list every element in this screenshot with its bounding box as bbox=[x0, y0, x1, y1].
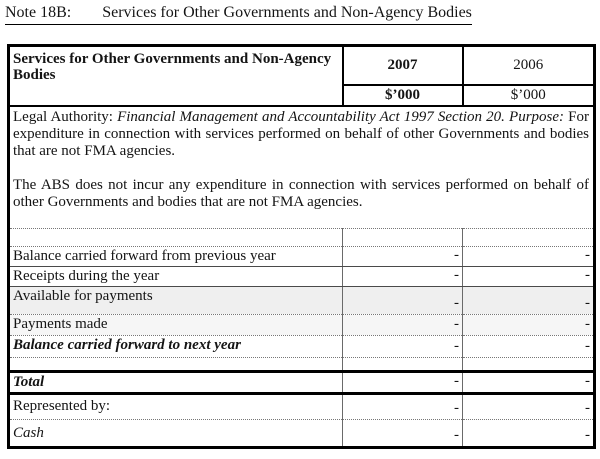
cell-2006: - bbox=[463, 420, 595, 448]
services-other-governments-table bbox=[7, 44, 596, 449]
cell-label bbox=[9, 358, 343, 372]
unit-cell-2006: $’000 bbox=[463, 85, 595, 106]
unit-cell-2007: $’000 bbox=[343, 85, 463, 106]
cell-2006: - bbox=[463, 287, 595, 315]
cell-2007: - bbox=[343, 394, 463, 420]
row-receipts-during-year bbox=[9, 267, 595, 287]
note-heading-underline bbox=[5, 3, 472, 25]
cell-2006 bbox=[463, 358, 595, 372]
cell-label: Balance carried forward to next year bbox=[9, 336, 343, 358]
cell-2006: - bbox=[463, 372, 595, 394]
row-payments-made bbox=[9, 315, 595, 336]
cell-2006: - bbox=[463, 394, 595, 420]
cell-label: Available for payments bbox=[9, 287, 343, 315]
cell-2007: - bbox=[343, 372, 463, 394]
cell-label: Total bbox=[9, 372, 343, 394]
cell-2006: - bbox=[463, 336, 595, 358]
note-number: Note 18B: bbox=[5, 4, 72, 21]
cell-2007: - bbox=[343, 267, 463, 287]
cell-2007: - bbox=[343, 420, 463, 448]
table-header-row bbox=[9, 46, 595, 85]
table-title-cell: Services for Other Governments and Non-Agency Bodies bbox=[9, 46, 343, 106]
cell-label: Balance carried forward from previous year bbox=[9, 247, 343, 267]
row-available-for-payments bbox=[9, 287, 595, 315]
cell-2007 bbox=[343, 229, 463, 247]
row-balance-carried-forward-previous bbox=[9, 247, 595, 267]
legal-authority-paragraph bbox=[13, 109, 589, 160]
legal-authority-label: Legal Authority: bbox=[13, 108, 113, 125]
cell-label: Represented by: bbox=[9, 394, 343, 420]
cell-2007: - bbox=[343, 247, 463, 267]
cell-2006: - bbox=[463, 267, 595, 287]
note-heading-title: Services for Other Governments and Non-Agency Bodies bbox=[102, 4, 472, 21]
legal-authority-cell bbox=[9, 106, 595, 229]
row-represented-by bbox=[9, 394, 595, 420]
column-header-2007: 2007 bbox=[343, 46, 463, 85]
cell-2007: - bbox=[343, 336, 463, 358]
row-balance-carried-forward-next bbox=[9, 336, 595, 358]
cell-label bbox=[9, 229, 343, 247]
cell-2006 bbox=[463, 229, 595, 247]
spacer-row bbox=[9, 358, 595, 372]
purpose-text: For expenditure in connection with services performed on behalf of other Governments and bodies that are not FMA agencies. bbox=[13, 108, 589, 159]
empty-row bbox=[9, 229, 595, 247]
column-header-2006: 2006 bbox=[463, 46, 595, 85]
legal-authority-row bbox=[9, 106, 595, 229]
cell-2006: - bbox=[463, 315, 595, 336]
row-total bbox=[9, 372, 595, 394]
cell-2007: - bbox=[343, 287, 463, 315]
purpose-label: Purpose: bbox=[509, 108, 565, 125]
cell-2007: - bbox=[343, 315, 463, 336]
note-heading bbox=[5, 3, 472, 25]
row-cash bbox=[9, 420, 595, 448]
cell-2006: - bbox=[463, 247, 595, 267]
cell-label: Cash bbox=[13, 425, 44, 441]
abs-note-paragraph: The ABS does not incur any expenditure in connection with services performed on behalf of other Governments and bodies that are not FMA agencies. bbox=[13, 176, 589, 210]
cell-label: Payments made bbox=[9, 315, 343, 336]
legal-authority-act: Financial Management and Accountability Act 1997 Section 20. bbox=[117, 108, 505, 125]
cell-2007 bbox=[343, 358, 463, 372]
cell-label: Receipts during the year bbox=[9, 267, 343, 287]
